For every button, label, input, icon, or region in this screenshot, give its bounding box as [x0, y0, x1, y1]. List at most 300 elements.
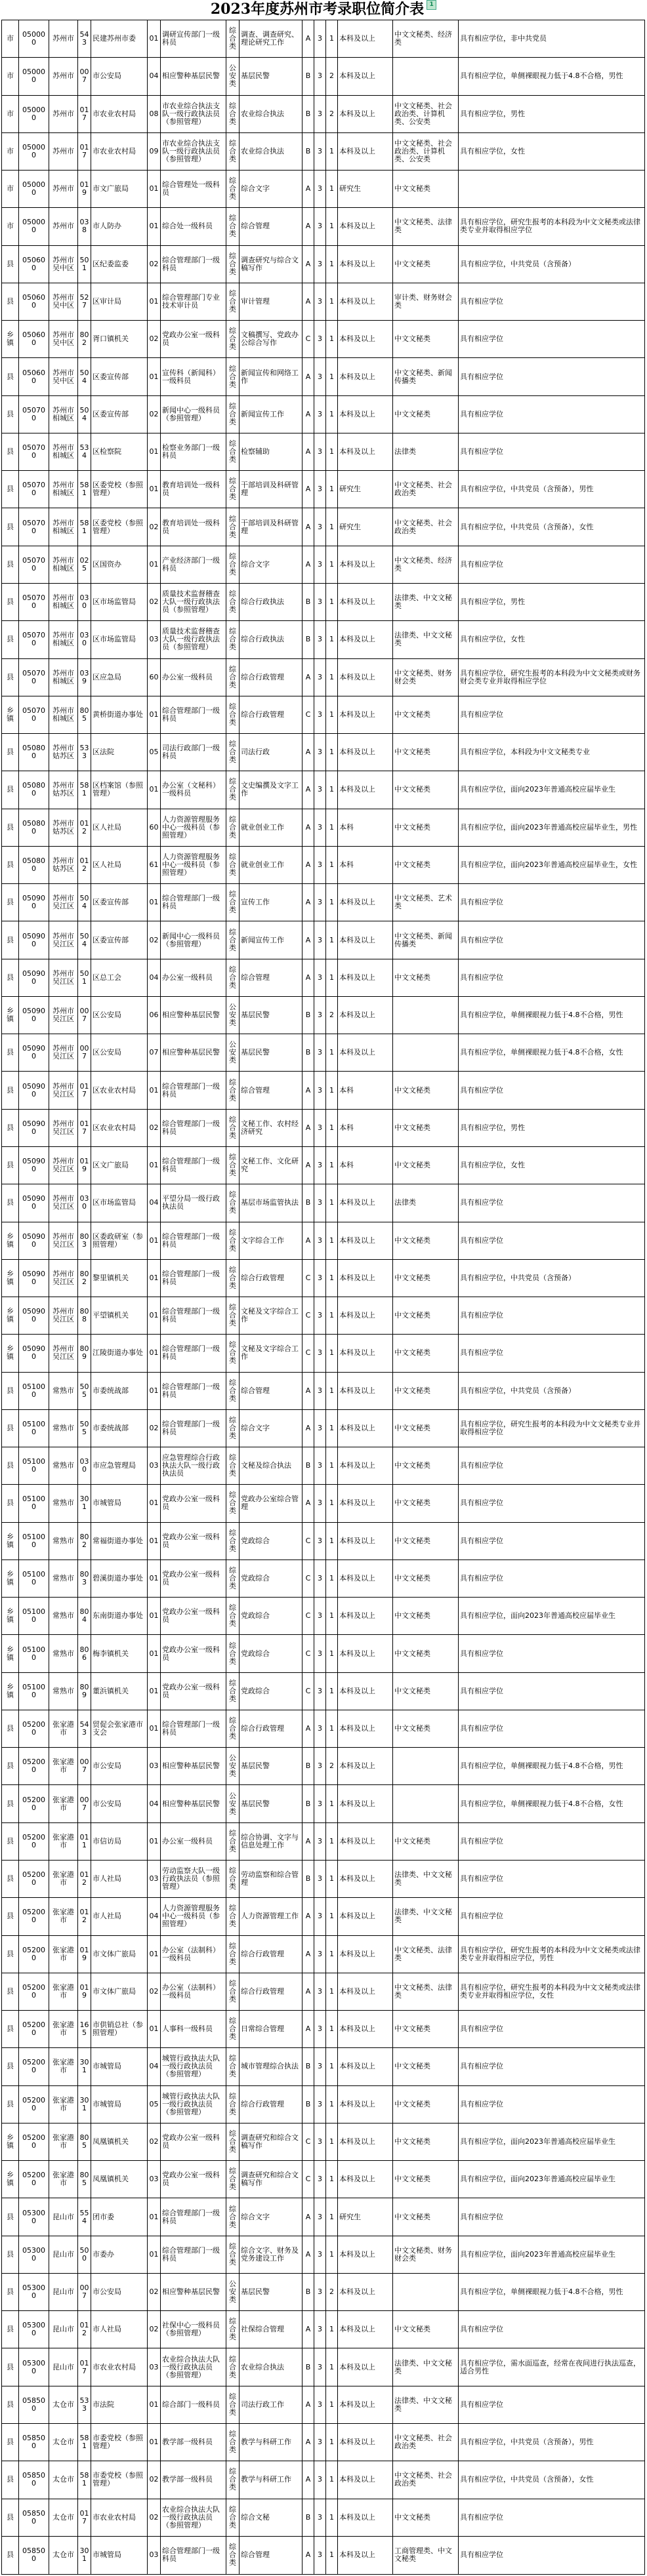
cell-position-name: 调查研究和综合文稿写作 — [240, 2123, 303, 2160]
cell-education: 本科及以上 — [338, 321, 393, 358]
cell-hire-count: 1 — [326, 1973, 338, 2010]
cell-exam-count: 3 — [314, 132, 326, 170]
table-row — [2, 771, 645, 809]
cell-ratio: A — [303, 734, 314, 771]
table-row — [2, 996, 645, 1034]
cell-position-desc: 城管行政执法大队一级行政执法员（参照管理） — [161, 2048, 226, 2085]
table-row — [2, 2085, 645, 2123]
cell-position-desc: 综合处一级科员 — [161, 208, 226, 245]
cell-ratio: A — [303, 846, 314, 883]
cell-position-code: 01 — [148, 1822, 161, 1860]
cell-position-desc: 人事科一级科员 — [161, 2011, 226, 2048]
cell-level: 县 — [2, 1072, 19, 1109]
cell-area-code: 050900 — [19, 1034, 49, 1072]
cell-hire-count: 1 — [326, 1297, 338, 1335]
cell-position-name: 文秘工作、农村经济研究 — [240, 1109, 303, 1146]
cell-category: 公安类 — [226, 2273, 240, 2310]
cell-category: 综合类 — [226, 95, 240, 132]
cell-other: 具有相应学位，面向2023年普通高校应届毕业生 — [459, 1598, 645, 1635]
cell-other: 具有相应学位 — [459, 1522, 645, 1560]
cell-dept-code: 019 — [78, 171, 91, 208]
cell-category: 综合类 — [226, 1485, 240, 1522]
cell-ratio: A — [303, 1072, 314, 1109]
cell-position-code: 02 — [148, 583, 161, 620]
cell-exam-count: 3 — [314, 395, 326, 433]
cell-major: 中文文秘类 — [393, 171, 459, 208]
cell-region: 昆山市 — [49, 2348, 78, 2386]
cell-major — [393, 1785, 459, 1822]
cell-position-code: 01 — [148, 546, 161, 583]
cell-dept-name: 贸促会张家港市支会 — [91, 1710, 148, 1747]
cell-position-desc: 相应警种基层民警 — [161, 58, 226, 95]
cell-ratio: B — [303, 2499, 314, 2536]
cell-hire-count: 1 — [326, 1672, 338, 1710]
cell-position-name: 日常综合管理 — [240, 2011, 303, 2048]
cell-dept-code: 802 — [78, 1522, 91, 1560]
cell-hire-count: 1 — [326, 1372, 338, 1409]
cell-ratio: C — [303, 1259, 314, 1297]
cell-hire-count: 1 — [326, 2085, 338, 2123]
cell-education: 本科及以上 — [338, 996, 393, 1034]
cell-exam-count: 3 — [314, 1973, 326, 2010]
cell-education: 本科及以上 — [338, 1861, 393, 1898]
cell-position-name: 教学与科研工作 — [240, 2424, 303, 2461]
cell-major: 中文文秘类 — [393, 1222, 459, 1259]
cell-exam-count: 3 — [314, 1672, 326, 1710]
cell-category: 综合类 — [226, 884, 240, 921]
cell-major: 中文文秘类 — [393, 2085, 459, 2123]
cell-dept-name: 区委宣传部 — [91, 921, 148, 959]
cell-hire-count: 1 — [326, 358, 338, 395]
cell-major: 中文文秘类、社会政治类、计算机类、公安类 — [393, 132, 459, 170]
cell-exam-count: 3 — [314, 884, 326, 921]
cell-dept-name: 市委办 — [91, 2236, 148, 2273]
cell-position-desc: 平望分局一级行政执法员 — [161, 1184, 226, 1222]
cell-dept-name: 梅李镇机关 — [91, 1635, 148, 1672]
cell-education: 本科及以上 — [338, 658, 393, 696]
cell-position-desc: 调研宣传部门一级科员 — [161, 20, 226, 58]
cell-position-name: 综合管理 — [240, 1372, 303, 1409]
cell-dept-name: 胥口镇机关 — [91, 321, 148, 358]
cell-region: 苏州市相城区 — [49, 658, 78, 696]
cell-ratio: A — [303, 809, 314, 846]
cell-position-desc: 综合管理处一级科员 — [161, 171, 226, 208]
table-row — [2, 1372, 645, 1409]
cell-position-desc: 市农业综合执法支队一级行政执法员（参照管理） — [161, 95, 226, 132]
cell-position-code: 02 — [148, 508, 161, 546]
cell-hire-count: 2 — [326, 58, 338, 95]
cell-area-code: 050900 — [19, 1072, 49, 1109]
cell-hire-count: 1 — [326, 1034, 338, 1072]
cell-exam-count: 3 — [314, 1447, 326, 1485]
cell-dept-code: 039 — [78, 658, 91, 696]
cell-major: 中文文秘类 — [393, 1560, 459, 1597]
cell-region: 苏州市 — [49, 95, 78, 132]
cell-other: 具有相应学位 — [459, 1635, 645, 1672]
cell-hire-count: 1 — [326, 1822, 338, 1860]
cell-ratio: B — [303, 2273, 314, 2310]
cell-category: 综合类 — [226, 321, 240, 358]
cell-exam-count: 3 — [314, 2461, 326, 2499]
cell-dept-name: 市委统战部 — [91, 1372, 148, 1409]
cell-dept-code: 581 — [78, 471, 91, 508]
cell-dept-name: 市城管局 — [91, 1485, 148, 1522]
cell-other: 具有相应学位，面向2023年普通高校应届毕业生 — [459, 2123, 645, 2160]
cell-position-desc: 办公室一级科员 — [161, 1822, 226, 1860]
cell-major: 中文文秘类、财务财会类 — [393, 658, 459, 696]
cell-category: 综合类 — [226, 1522, 240, 1560]
cell-hire-count: 1 — [326, 2123, 338, 2160]
cell-position-name: 综合文字 — [240, 2198, 303, 2236]
cell-exam-count: 3 — [314, 734, 326, 771]
cell-ratio: C — [303, 1560, 314, 1597]
cell-education: 本科及以上 — [338, 2011, 393, 2048]
cell-area-code: 051000 — [19, 1372, 49, 1409]
cell-dept-code: 804 — [78, 1598, 91, 1635]
cell-hire-count: 1 — [326, 1935, 338, 1973]
cell-level: 县 — [2, 1710, 19, 1747]
cell-position-name: 农业综合执法 — [240, 2348, 303, 2386]
cell-dept-code: 025 — [78, 546, 91, 583]
cell-dept-code: 019 — [78, 1973, 91, 2010]
positions-table — [1, 20, 645, 2575]
cell-area-code: 050000 — [19, 171, 49, 208]
cell-position-desc: 综合管理部门专业技术审计员 — [161, 283, 226, 320]
cell-other: 具有相应学位 — [459, 884, 645, 921]
cell-other: 具有相应学位 — [459, 1560, 645, 1597]
cell-education: 本科 — [338, 1146, 393, 1184]
cell-category: 综合类 — [226, 846, 240, 883]
cell-position-name: 综合文字 — [240, 546, 303, 583]
cell-ratio: A — [303, 508, 314, 546]
cell-category: 综合类 — [226, 2198, 240, 2236]
cell-position-desc: 综合管理部门一级科员 — [161, 2536, 226, 2574]
cell-major: 中文文秘类 — [393, 321, 459, 358]
cell-ratio: A — [303, 2424, 314, 2461]
cell-dept-code: 805 — [78, 2161, 91, 2198]
table-row — [2, 2536, 645, 2574]
cell-region: 苏州市相城区 — [49, 621, 78, 658]
cell-position-code: 02 — [148, 2461, 161, 2499]
cell-level: 县 — [2, 2348, 19, 2386]
cell-other: 具有相应学位，中共党员（含预备），男性 — [459, 471, 645, 508]
cell-level: 县 — [2, 621, 19, 658]
cell-dept-name: 市农业农村局 — [91, 2348, 148, 2386]
cell-dept-code: 012 — [78, 1898, 91, 1935]
cell-position-code: 01 — [148, 1710, 161, 1747]
cell-level: 县 — [2, 2011, 19, 2048]
table-row — [2, 2424, 645, 2461]
cell-area-code: 053000 — [19, 2236, 49, 2273]
cell-major: 中文文秘类、社会政治类 — [393, 471, 459, 508]
cell-dept-name: 市城管局 — [91, 2048, 148, 2085]
cell-ratio: A — [303, 245, 314, 283]
cell-dept-name: 黎里镇机关 — [91, 1259, 148, 1297]
cell-major — [393, 58, 459, 95]
table-row — [2, 809, 645, 846]
cell-position-name: 综合管理 — [240, 208, 303, 245]
cell-area-code: 050000 — [19, 20, 49, 58]
cell-other: 具有相应学位，单侧裸眼视力低于4.8不合格，男性 — [459, 1748, 645, 1785]
cell-dept-code: 809 — [78, 1335, 91, 1372]
cell-dept-code: 805 — [78, 696, 91, 733]
table-row — [2, 2386, 645, 2423]
cell-other: 具有相应学位 — [459, 2048, 645, 2085]
cell-exam-count: 3 — [314, 358, 326, 395]
table-row — [2, 884, 645, 921]
cell-region: 苏州市吴中区 — [49, 283, 78, 320]
cell-major — [393, 996, 459, 1034]
cell-dept-code: 030 — [78, 621, 91, 658]
cell-category: 综合类 — [226, 1710, 240, 1747]
table-row — [2, 1672, 645, 1710]
cell-category: 综合类 — [226, 208, 240, 245]
cell-exam-count: 3 — [314, 1522, 326, 1560]
cell-ratio: A — [303, 2011, 314, 2048]
cell-hire-count: 1 — [326, 1072, 338, 1109]
cell-position-desc: 相应警种基层民警 — [161, 1748, 226, 1785]
cell-education: 本科及以上 — [338, 1785, 393, 1822]
cell-region: 太仓市 — [49, 2499, 78, 2536]
cell-category: 综合类 — [226, 921, 240, 959]
cell-education: 本科及以上 — [338, 734, 393, 771]
cell-area-code: 050900 — [19, 921, 49, 959]
cell-region: 常熟市 — [49, 1409, 78, 1447]
cell-position-desc: 教育培训处一级科员 — [161, 508, 226, 546]
cell-category: 综合类 — [226, 358, 240, 395]
cell-dept-code: 581 — [78, 2424, 91, 2461]
cell-position-desc: 市农业综合执法支队一级行政执法员（参照管理） — [161, 132, 226, 170]
cell-hire-count: 1 — [326, 132, 338, 170]
cell-ratio: A — [303, 283, 314, 320]
cell-major: 中文文秘类 — [393, 1447, 459, 1485]
cell-dept-name: 区农业农村局 — [91, 1109, 148, 1146]
cell-position-code: 05 — [148, 734, 161, 771]
cell-other: 具有相应学位 — [459, 1672, 645, 1710]
cell-area-code: 050800 — [19, 771, 49, 809]
cell-other: 具有相应学位，面向2023年普通高校应届毕业生，男性 — [459, 809, 645, 846]
cell-level: 乡镇 — [2, 1297, 19, 1335]
cell-education: 本科及以上 — [338, 2348, 393, 2386]
cell-hire-count: 1 — [326, 1861, 338, 1898]
cell-major: 中文文秘类 — [393, 1109, 459, 1146]
cell-level: 县 — [2, 2461, 19, 2499]
cell-dept-name: 区农业农村局 — [91, 1072, 148, 1109]
cell-ratio: A — [303, 546, 314, 583]
cell-exam-count: 3 — [314, 2011, 326, 2048]
cell-region: 常熟市 — [49, 1372, 78, 1409]
cell-major: 法律类、中文文秘类 — [393, 621, 459, 658]
cell-region: 张家港市 — [49, 1898, 78, 1935]
cell-region: 太仓市 — [49, 2461, 78, 2499]
cell-other: 具有相应学位，研究生报考的本科段为中文文秘类专业并取得相应学位 — [459, 1409, 645, 1447]
cell-education: 本科及以上 — [338, 132, 393, 170]
cell-major: 中文文秘类 — [393, 2198, 459, 2236]
cell-education: 本科及以上 — [338, 583, 393, 620]
cell-category: 公安类 — [226, 1748, 240, 1785]
cell-dept-name: 市城管局 — [91, 2536, 148, 2574]
cell-level: 县 — [2, 1822, 19, 1860]
cell-exam-count: 3 — [314, 2386, 326, 2423]
cell-exam-count: 3 — [314, 2424, 326, 2461]
cell-level: 县 — [2, 2499, 19, 2536]
cell-exam-count: 3 — [314, 508, 326, 546]
cell-region: 苏州市相城区 — [49, 583, 78, 620]
cell-education: 本科及以上 — [338, 1748, 393, 1785]
cell-level: 县 — [2, 1034, 19, 1072]
table-row — [2, 58, 645, 95]
cell-major: 中文文秘类 — [393, 1822, 459, 1860]
cell-region: 太仓市 — [49, 2386, 78, 2423]
cell-hire-count: 1 — [326, 696, 338, 733]
cell-dept-name: 市公安局 — [91, 2273, 148, 2310]
cell-level: 县 — [2, 2424, 19, 2461]
cell-dept-code: 803 — [78, 1222, 91, 1259]
cell-region: 苏州市相城区 — [49, 395, 78, 433]
cell-category: 综合类 — [226, 621, 240, 658]
cell-level: 县 — [2, 658, 19, 696]
cell-dept-code: 017 — [78, 95, 91, 132]
cell-exam-count: 3 — [314, 1935, 326, 1973]
cell-dept-name: 市公安局 — [91, 1748, 148, 1785]
cell-education: 本科及以上 — [338, 2273, 393, 2310]
comment-marker-icon[interactable]: 1 — [427, 0, 436, 10]
cell-position-desc: 综合管理部门一级科员 — [161, 696, 226, 733]
cell-ratio: A — [303, 1485, 314, 1522]
cell-major: 中文文秘类、社会政治类 — [393, 508, 459, 546]
table-row — [2, 1485, 645, 1522]
cell-education: 本科及以上 — [338, 1409, 393, 1447]
cell-ratio: B — [303, 2085, 314, 2123]
cell-position-name: 综合行政执法 — [240, 621, 303, 658]
cell-area-code: 050600 — [19, 245, 49, 283]
cell-dept-code: 017 — [78, 1072, 91, 1109]
cell-hire-count: 1 — [326, 2461, 338, 2499]
cell-area-code: 052000 — [19, 2123, 49, 2160]
cell-position-name: 干部培训及科研管理 — [240, 508, 303, 546]
cell-education: 本科及以上 — [338, 2123, 393, 2160]
cell-position-name: 劳动监察和综合管理 — [240, 1861, 303, 1898]
cell-level: 县 — [2, 2273, 19, 2310]
cell-major: 中文文秘类 — [393, 846, 459, 883]
cell-major: 中文文秘类、新闻传播类 — [393, 921, 459, 959]
cell-hire-count: 2 — [326, 2273, 338, 2310]
cell-position-name: 文史编撰及文字工作 — [240, 771, 303, 809]
cell-position-code: 01 — [148, 1672, 161, 1710]
cell-level: 乡镇 — [2, 1259, 19, 1297]
cell-position-desc: 农业综合执法大队一级行政执法员（参照管理） — [161, 2348, 226, 2386]
cell-exam-count: 3 — [314, 996, 326, 1034]
cell-major: 中文文秘类 — [393, 2161, 459, 2198]
cell-exam-count: 3 — [314, 959, 326, 996]
cell-region: 苏州市吴中区 — [49, 245, 78, 283]
cell-dept-code: 012 — [78, 1861, 91, 1898]
cell-other: 具有相应学位，中共党员（含预备），女性 — [459, 508, 645, 546]
cell-position-desc: 办公室（法制科）一级科员 — [161, 1973, 226, 2010]
cell-level: 县 — [2, 2048, 19, 2085]
cell-level: 县 — [2, 1409, 19, 1447]
cell-region: 苏州市 — [49, 58, 78, 95]
cell-dept-name: 市委党校（参照管理） — [91, 2461, 148, 2499]
cell-region: 昆山市 — [49, 2273, 78, 2310]
cell-exam-count: 3 — [314, 2198, 326, 2236]
cell-hire-count: 1 — [326, 771, 338, 809]
cell-level: 县 — [2, 2536, 19, 2574]
cell-position-code: 01 — [148, 2236, 161, 2273]
cell-hire-count: 1 — [326, 471, 338, 508]
cell-ratio: B — [303, 1748, 314, 1785]
cell-position-code: 03 — [148, 2536, 161, 2574]
cell-region: 苏州市姑苏区 — [49, 771, 78, 809]
cell-ratio: C — [303, 696, 314, 733]
cell-category: 综合类 — [226, 171, 240, 208]
cell-position-code: 02 — [148, 395, 161, 433]
cell-level: 市 — [2, 58, 19, 95]
cell-education: 本科 — [338, 846, 393, 883]
cell-position-desc: 综合管理部门一级科员 — [161, 2236, 226, 2273]
cell-education: 研究生 — [338, 2198, 393, 2236]
cell-level: 县 — [2, 471, 19, 508]
cell-hire-count: 1 — [326, 846, 338, 883]
cell-category: 综合类 — [226, 132, 240, 170]
cell-education: 本科及以上 — [338, 1822, 393, 1860]
cell-hire-count: 1 — [326, 1485, 338, 1522]
cell-position-code: 01 — [148, 1522, 161, 1560]
cell-area-code: 051000 — [19, 1485, 49, 1522]
cell-position-name: 社保综合管理 — [240, 2311, 303, 2348]
cell-position-code: 03 — [148, 1861, 161, 1898]
cell-major: 法律类、中文文秘类 — [393, 583, 459, 620]
cell-education: 本科及以上 — [338, 2424, 393, 2461]
cell-level: 乡镇 — [2, 2161, 19, 2198]
cell-dept-name: 市农业农村局 — [91, 2499, 148, 2536]
cell-position-desc: 办公室一级科员 — [161, 658, 226, 696]
cell-level: 市 — [2, 208, 19, 245]
table-row — [2, 2011, 645, 2048]
cell-dept-name: 区市场监管局 — [91, 621, 148, 658]
cell-other: 具有相应学位，非中共党员 — [459, 20, 645, 58]
cell-level: 县 — [2, 846, 19, 883]
cell-ratio: A — [303, 1973, 314, 2010]
cell-level: 县 — [2, 2236, 19, 2273]
cell-education: 本科及以上 — [338, 208, 393, 245]
cell-level: 市 — [2, 132, 19, 170]
cell-hire-count: 1 — [326, 959, 338, 996]
cell-area-code: 058500 — [19, 2424, 49, 2461]
cell-region: 张家港市 — [49, 2123, 78, 2160]
cell-position-desc: 党政办公室一级科员 — [161, 321, 226, 358]
cell-position-desc: 综合部门一级科员 — [161, 2386, 226, 2423]
cell-ratio: A — [303, 1935, 314, 1973]
cell-region: 苏州市吴江区 — [49, 996, 78, 1034]
cell-ratio: B — [303, 1447, 314, 1485]
cell-education: 本科及以上 — [338, 1184, 393, 1222]
table-row — [2, 433, 645, 470]
cell-position-code: 03 — [148, 1748, 161, 1785]
cell-area-code: 050000 — [19, 95, 49, 132]
cell-exam-count: 3 — [314, 171, 326, 208]
cell-major: 法律类、中文文秘类 — [393, 2348, 459, 2386]
cell-ratio: C — [303, 2161, 314, 2198]
cell-level: 县 — [2, 1935, 19, 1973]
cell-level: 县 — [2, 2085, 19, 2123]
cell-exam-count: 3 — [314, 1822, 326, 1860]
table-row — [2, 1973, 645, 2010]
cell-area-code: 050900 — [19, 1222, 49, 1259]
cell-area-code: 050600 — [19, 283, 49, 320]
cell-education: 研究生 — [338, 508, 393, 546]
cell-education: 本科及以上 — [338, 1672, 393, 1710]
